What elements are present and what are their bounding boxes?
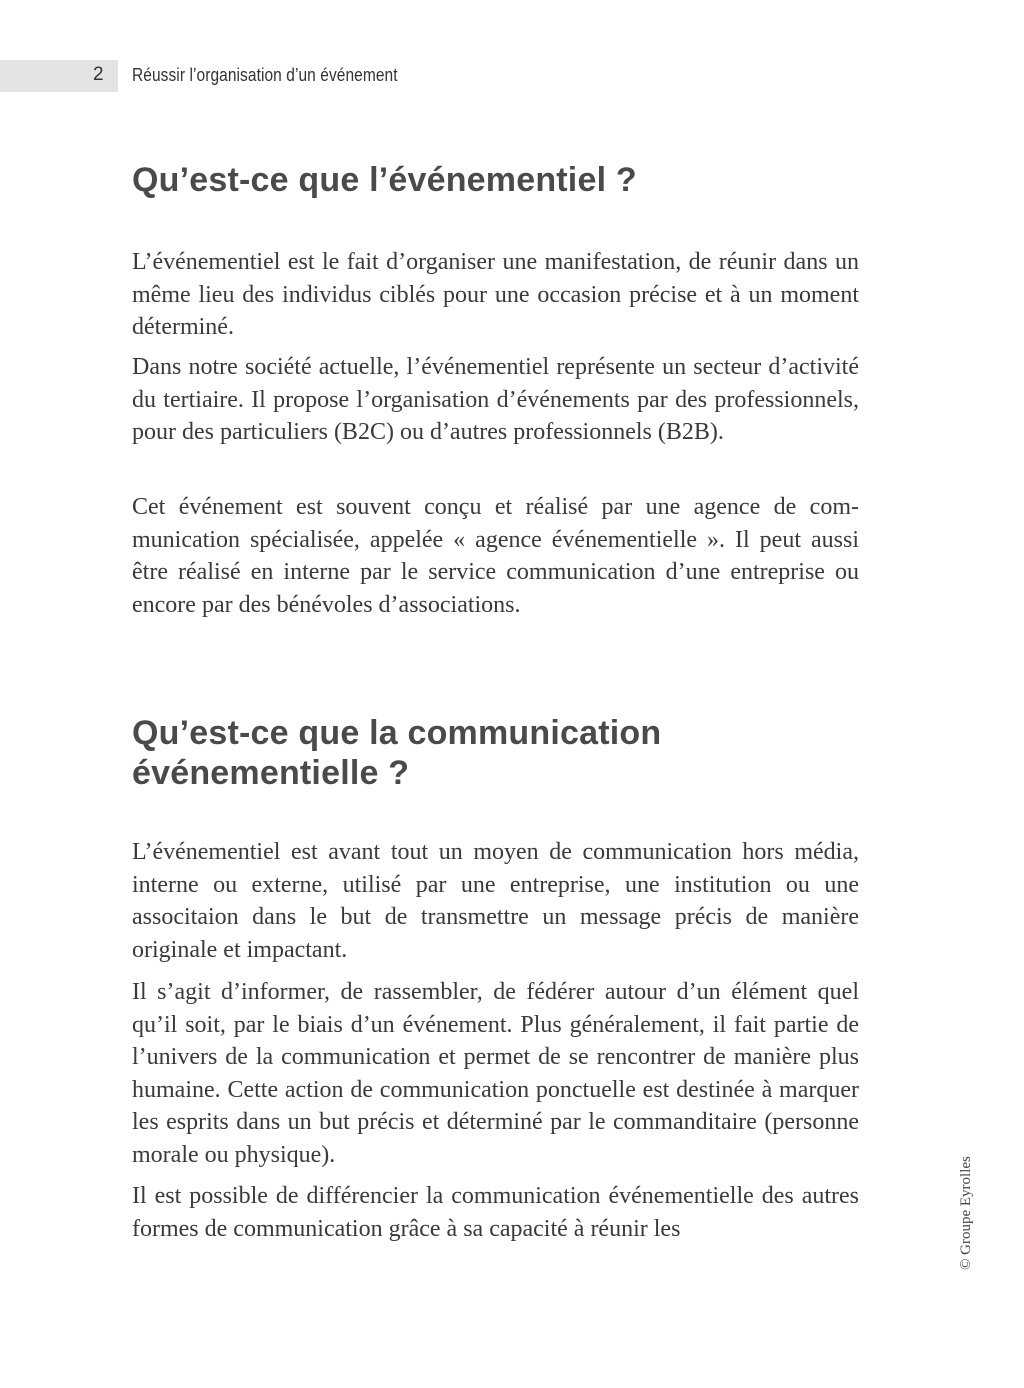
paragraph: Cet événement est souvent conçu et réalisé par une agence de communication spécialisée, appelée « agence événementielle ». Il peut aussi être réalisé en interne par le service communication d’une entreprise ou encore par des bénévoles d’associations. — [132, 494, 859, 618]
paragraph: Il est possible de différencier la communication événementielle des autres formes de communication grâce à sa capacité à réunir les — [132, 1183, 859, 1242]
paragraph: Dans notre société actuelle, l’événementiel représente un secteur d’activité du tertiaire. Il propose l’organisation d’événements par des professionnels, pour des particuliers (B2C) ou d’autres professionnels (B2B). — [132, 354, 859, 445]
section-title-communication-evenementielle: Qu’est-ce que la communication événementielle ? — [132, 714, 662, 792]
page-number: 2 — [93, 64, 104, 85]
paragraph: L’événementiel est avant tout un moyen de communication hors média, interne ou externe, utilisé par une entreprise, une institution ou une associtaion dans le but de transmettre un message précis de manière originale et impactant. — [132, 839, 859, 963]
running-header — [0, 60, 600, 92]
running-title: Réussir l’organisation d’un événement — [132, 65, 398, 85]
section-title-evenementiel: Qu’est-ce que l’événementiel ? — [132, 161, 637, 199]
paragraph: L’événementiel est le fait d’organiser une manifestation, de réunir dans un même lieu des individus ciblés pour une occasion précise et à un moment déterminé. — [132, 249, 859, 340]
paragraph: Il s’agit d’informer, de rassembler, de fédérer autour d’un élément quel qu’il soit, par le biais d’un événement. Plus généralement, il fait partie de l’univers de la communication et permet de se rencontrer de manière plus humaine. Cette action de communication ponctuelle est destinée à marquer les esprits dans un but précis et déterminé par le commanditaire (personne morale ou physique). — [132, 979, 859, 1168]
copyright-credit: © Groupe Eyrolles — [958, 1156, 974, 1270]
